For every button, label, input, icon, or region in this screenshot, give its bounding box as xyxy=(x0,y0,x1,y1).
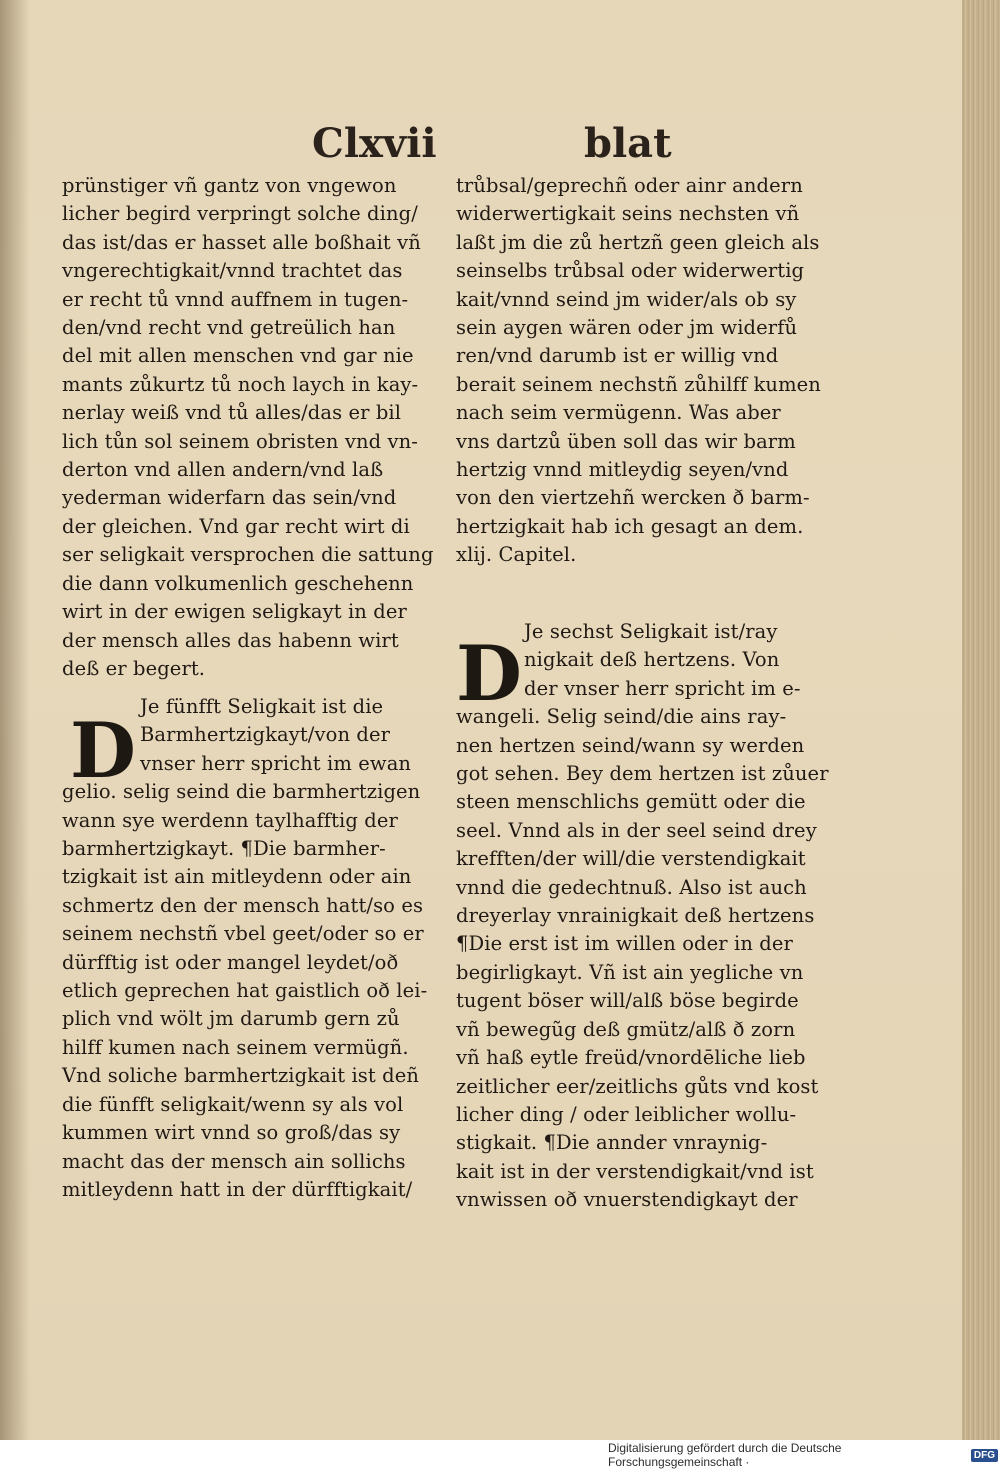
text-line: yederman widerfarn das sein/vnd xyxy=(62,486,397,510)
text-line: begirligkayt. Vñ ist ain yegliche vn xyxy=(456,960,804,984)
text-line: got sehen. Bey dem hertzen ist zůuer xyxy=(456,762,829,786)
text-line: das ist/das er hasset alle boßhait vñ xyxy=(62,230,421,254)
text-line: nigkait deß hertzens. Von xyxy=(524,648,780,672)
text-line: von den viertzehñ wercken ð barm- xyxy=(456,486,810,510)
text-line: der vnser herr spricht im e- xyxy=(524,676,801,700)
text-line: barmhertzigkayt. ¶Die barmher- xyxy=(62,837,386,861)
drop-cap: D xyxy=(70,706,136,795)
text-line: tugent böser will/alß böse begirde xyxy=(456,989,799,1013)
text-line: lich tůn sol seinem obristen vnd vn- xyxy=(62,429,418,453)
text-line: ser seligkait versprochen die sattung xyxy=(62,543,434,567)
text-line: vñ haß eytle freüd/vnordēliche lieb xyxy=(456,1046,806,1070)
left-column-top xyxy=(62,172,434,683)
text-line: Je fünfft Seligkait ist die xyxy=(140,695,384,718)
text-line: tzigkait ist ain mitleydenn oder ain xyxy=(62,865,412,889)
text-line: zeitlicher eer/zeitlichs gůts vnd kost xyxy=(456,1074,819,1098)
text-line: nerlay weiß vnd tů alles/das er bil xyxy=(62,401,402,425)
text-line: Barmhertzigkayt/von der xyxy=(140,723,391,747)
text-line: seinselbs trůbsal oder widerwertig xyxy=(456,259,805,283)
text-line: kummen wirt vnnd so groß/das sy xyxy=(62,1121,401,1145)
text-line: wann sye werdenn taylhafftig der xyxy=(62,808,398,832)
drop-cap: D xyxy=(456,629,522,718)
text-line: dreyerlay vnrainigkait deß hertzens xyxy=(456,904,815,928)
text-line: kait/vnnd seind jm wider/als ob sy xyxy=(456,287,797,311)
text-line: xlij. Capitel. xyxy=(456,543,577,567)
text-line: del mit allen menschen vnd gar nie xyxy=(62,344,414,368)
footer-text: Digitalisierung gefördert durch die Deutsche Forschungsgemeinschaft · xyxy=(608,1441,842,1469)
text-line: krefften/der will/die verstendigkait xyxy=(456,847,806,871)
text-line: plich vnd wölt jm darumb gern zů xyxy=(62,1007,400,1031)
text-line: berait seinem nechstñ zůhilff kumen xyxy=(456,372,821,396)
text-line: hilff kumen nach seinem vermügñ. xyxy=(62,1035,409,1059)
right-column-top xyxy=(456,172,821,570)
text-line: den/vnd recht vnd getreülich han xyxy=(62,316,396,340)
text-line: steen menschlichs gemütt oder die xyxy=(456,790,806,814)
text-line: ren/vnd darumb ist er willig vnd xyxy=(456,344,779,368)
text-line: gelio. selig seind die barmhertzigen xyxy=(62,780,421,804)
text-line: macht das der mensch ain sollichs xyxy=(62,1149,406,1173)
text-line: mitleydenn hatt in der dürfftigkait/ xyxy=(62,1177,413,1201)
text-line: Je sechst Seligkait ist/ray xyxy=(524,620,778,643)
text-line: ¶Die erst ist im willen oder in der xyxy=(456,932,793,956)
text-line: widerwertigkait seins nechsten vñ xyxy=(456,202,800,226)
page-edge xyxy=(962,0,1000,1440)
text-line: vñ bewegũg deß gmütz/alß ð zorn xyxy=(456,1017,796,1041)
text-line: die dann volkumenlich geschehenn xyxy=(62,571,414,595)
text-line: trůbsal/geprechñ oder ainr andern xyxy=(456,174,803,197)
text-line: kait ist in der verstendigkait/vnd ist xyxy=(456,1159,814,1183)
text-line: etlich geprechen hat gaistlich oð lei- xyxy=(62,979,428,1003)
text-line: sein aygen wären oder jm widerfů xyxy=(456,316,798,340)
text-line: er recht tů vnnd auffnem in tugen- xyxy=(62,287,409,311)
text-line: deß er begert. xyxy=(62,656,206,680)
text-line: stigkait. ¶Die annder vnraynig- xyxy=(456,1131,768,1155)
dfg-logo-icon: DFG xyxy=(971,1449,998,1462)
text-line: wangeli. Selig seind/die ains ray- xyxy=(456,705,787,729)
text-line: die fünfft seligkait/wenn sy als vol xyxy=(62,1092,404,1116)
binding-shadow xyxy=(0,0,30,1440)
text-line: hertzig vnnd mitleydig seyen/vnd xyxy=(456,458,789,482)
text-line: mants zůkurtz tů noch laych in kay- xyxy=(62,372,419,396)
text-line: derton vnd allen andern/vnd laß xyxy=(62,458,384,482)
text-line: dürfftig ist oder mangel leydet/oð xyxy=(62,950,399,974)
text-line: vnser herr spricht im ewan xyxy=(140,751,412,775)
text-line: der gleichen. Vnd gar recht wirt di xyxy=(62,514,410,538)
text-line: vns dartzů üben soll das wir barm xyxy=(456,429,796,453)
text-line: vnwissen oð vnuerstendigkayt der xyxy=(456,1188,798,1212)
text-line: Vnd soliche barmhertzigkait ist deñ xyxy=(62,1064,420,1088)
text-line: schmertz den der mensch hatt/so es xyxy=(62,893,424,917)
text-line: der mensch alles das habenn wirt xyxy=(62,628,399,652)
footer-credit xyxy=(608,1441,998,1469)
text-line: seel. Vnnd als in der seel seind drey xyxy=(456,818,817,842)
text-line: wirt in der ewigen seligkayt in der xyxy=(62,600,407,624)
text-line: nen hertzen seind/wann sy werden xyxy=(456,733,805,757)
text-line: prünstiger vñ gantz von vngewon xyxy=(62,174,397,197)
text-line: seinem nechstñ vbel geet/oder so er xyxy=(62,922,424,946)
page-label-blat: blat xyxy=(584,120,672,167)
text-line: nach seim vermügenn. Was aber xyxy=(456,401,781,425)
text-line: licher begird verpringt solche ding/ xyxy=(62,202,418,226)
text-line: vnnd die gedechtnuß. Also ist auch xyxy=(456,875,807,899)
text-line: licher ding / oder leiblicher wollu- xyxy=(456,1102,797,1126)
folio-number: Clxvii xyxy=(312,120,437,167)
text-line: laßt jm die zů hertzñ geen gleich als xyxy=(456,230,820,254)
text-line: hertzigkait hab ich gesagt an dem. xyxy=(456,514,804,538)
text-line: vngerechtigkait/vnnd trachtet das xyxy=(62,259,403,283)
